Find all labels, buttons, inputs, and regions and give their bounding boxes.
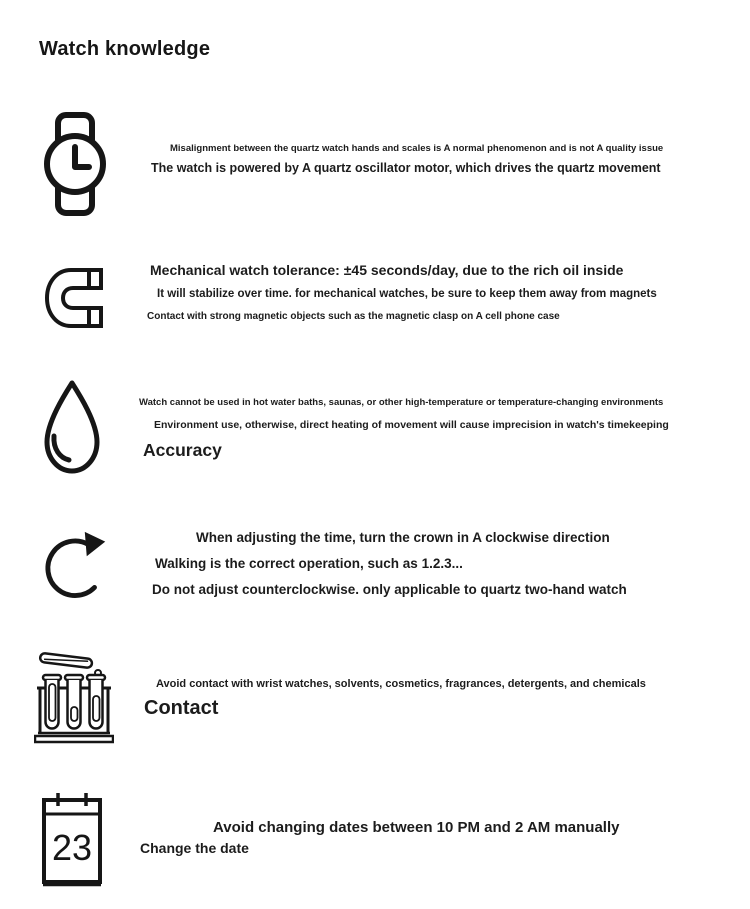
clockwise-rotation-icon: [40, 527, 114, 605]
test-tubes-icon: [34, 648, 114, 745]
water-drop-icon: [40, 379, 104, 477]
wrist-watch-icon: [44, 112, 106, 216]
page-title: Watch knowledge: [39, 38, 211, 60]
clockwise-note: When adjusting the time, turn the crown in A clockwise direction: [196, 530, 610, 545]
magnet-icon: [42, 265, 106, 331]
tolerance-note: Mechanical watch tolerance: ±45 seconds/day, due to the rich oil inside: [150, 262, 624, 278]
accuracy-heading: Accuracy: [143, 440, 222, 460]
stabilize-note: It will stabilize over time. for mechanical watches, be sure to keep them away from magnets: [157, 288, 657, 300]
calendar-day-number: 23: [51, 827, 93, 868]
hot-water-note: Watch cannot be used in hot water baths, saunas, or other high-temperature or temperature-changing environments: [139, 397, 664, 408]
counterclockwise-note: Do not adjust counterclockwise. only applicable to quartz two-hand watch: [152, 582, 627, 597]
change-date-heading: Change the date: [140, 840, 249, 856]
chemicals-note: Avoid contact with wrist watches, solvents, cosmetics, fragrances, detergents, and chemicals: [156, 678, 646, 690]
environment-note: Environment use, otherwise, direct heating of movement will cause imprecision in watch's timekeeping: [154, 419, 669, 431]
calendar-icon: [40, 791, 104, 888]
walking-note: Walking is the correct operation, such as 1.2.3...: [155, 556, 463, 571]
date-change-warning: Avoid changing dates between 10 PM and 2 AM manually: [213, 819, 620, 836]
magnetic-contact-note: Contact with strong magnetic objects such as the magnetic clasp on A cell phone case: [147, 311, 560, 322]
quartz-misalignment-note: Misalignment between the quartz watch hands and scales is A normal phenomenon and is not A quality issue: [170, 143, 664, 154]
contact-heading: Contact: [144, 697, 219, 719]
quartz-movement-note: The watch is powered by A quartz oscillator motor, which drives the quartz movement: [151, 161, 661, 175]
